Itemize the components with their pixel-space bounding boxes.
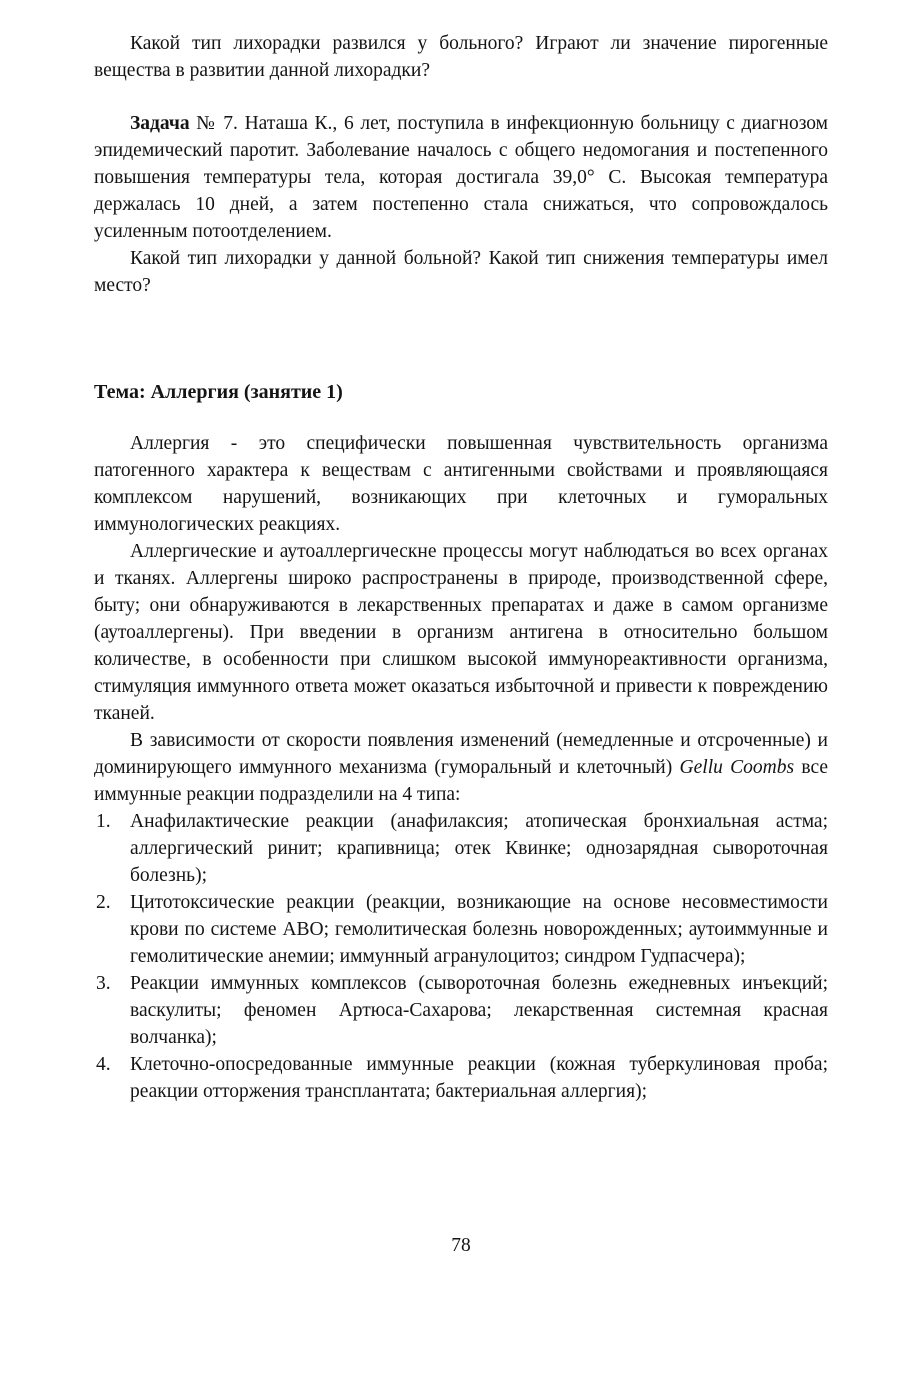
list-item xyxy=(94,808,828,889)
list-item-text: Цитотоксические реакции (реакции, возникающие на основе несовместимости крови по системе ABO; гемолитическая болезнь новорожденных; аутоиммунные и гемолитические анемии; иммунный агранулоцитоз; синдром Гудпасчера); xyxy=(130,892,828,967)
list-item-number: 1. xyxy=(96,811,111,832)
classification-intro-end: все иммунные реакции подразделили на 4 типа: xyxy=(94,757,829,805)
allergy-definition: Аллергия - это специфически повышенная чувствительность организма патогенного характера к веществам с антигенными свойствами и проявляющаяся комплексом нарушений, возникающих при клеточных и гуморальных иммунологических реакциях. xyxy=(94,433,828,535)
list-item-number: 3. xyxy=(96,973,111,994)
task6-question: Какой тип лихорадки развился у больного? Играют ли значение пирогенные вещества в развитии данной лихорадки? xyxy=(94,33,828,81)
list-item-text: Анафилактические реакции (анафилаксия; атопическая бронхиальная астма; аллергический ринит; крапивница; отек Квинке; однозарядная сывороточная болезнь); xyxy=(130,811,828,886)
task7-text: Наташа К., 6 лет, поступила в инфекционную больницу с диагнозом эпидемический паротит. Заболевание началось с общего недомогания и постепенного повышения температуры тела, которая достигала 39,0° С. Высокая температура держалась 10 дней, а затем постепенно стала снижаться, что сопровождалось усиленным потоотделением. xyxy=(94,113,829,242)
list-item-number: 4. xyxy=(96,1054,111,1075)
allergy-processes-paragraph: Аллергические и аутоаллергическне процессы могут наблюдаться во всех органах и тканях. Аллергены широко распространены в природе, производственной сфере, быту; они обнаруживаются в лекарственных препаратах и даже в самом организме (аутоаллергены). При введении в организм антигена в относительно большом количестве, в особенности при слишком высокой иммунореактивности организма, стимуляция иммунного ответа может оказаться избыточной и привести к повреждению тканей. xyxy=(94,541,828,724)
list-item xyxy=(94,970,828,1051)
author-name: Gellu Coombs xyxy=(679,757,795,778)
classification-intro xyxy=(94,727,828,808)
document-page xyxy=(94,30,828,1105)
topic-heading: Тема: Аллергия (занятие 1) xyxy=(94,381,343,403)
reaction-types-list xyxy=(94,808,828,1105)
list-item xyxy=(94,1051,828,1105)
list-item-number: 2. xyxy=(96,892,111,913)
classification-intro-start: В зависимости от скорости появления изменений (немедленные и отсроченные) и доминирующего иммунного механизма (гуморальный и клеточный) xyxy=(94,730,828,778)
task7-paragraph xyxy=(94,110,828,245)
page-number: 78 xyxy=(451,1235,471,1256)
list-item-text: Клеточно-опосредованные иммунные реакции (кожная туберкулиновая проба; реакции отторжения трансплантата; бактериальная аллергия); xyxy=(130,1054,828,1102)
list-item xyxy=(94,889,828,970)
list-item-text: Реакции иммунных комплексов (сывороточная болезнь ежедневных инъекций; васкулиты; феномен Артюса-Сахарова; лекарственная системная красная волчанка); xyxy=(130,973,828,1048)
task7-number: № 7. xyxy=(196,113,238,134)
task7-question: Какой тип лихорадки у данной больной? Какой тип снижения температуры имел место? xyxy=(94,248,828,296)
task7-label: Задача xyxy=(130,113,190,134)
